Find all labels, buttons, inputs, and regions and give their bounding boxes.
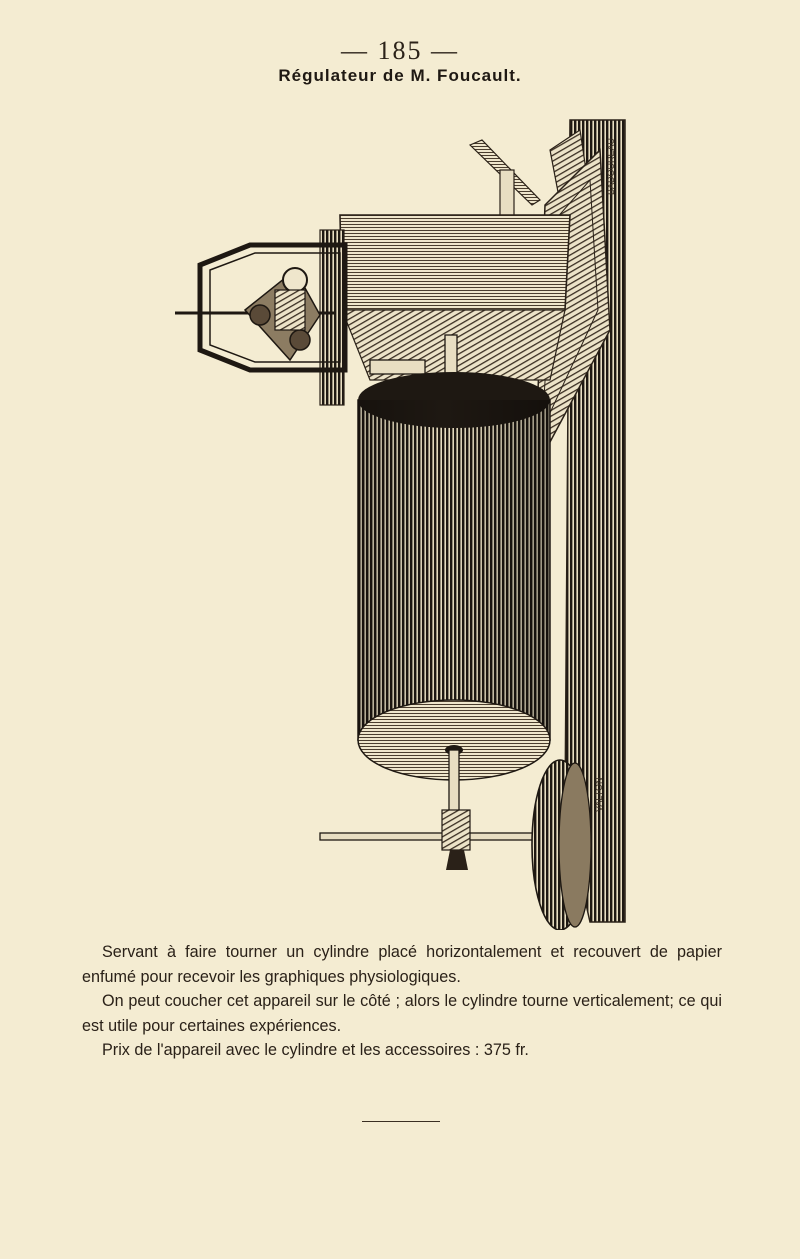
- page-title: Régulateur de M. Foucault.: [278, 66, 522, 85]
- pulley-wheel: [532, 760, 591, 930]
- engraver-signature-top: BADOUREAU: [606, 137, 616, 195]
- regulator-engraving: [170, 110, 640, 930]
- page-number: — 185 —: [341, 36, 459, 65]
- paragraph-price: Prix de l'appareil avec le cylindre et les accessoires : 375 fr.: [102, 1041, 529, 1059]
- paragraph-orientation: On peut coucher cet appareil sur le côté ; alors le cylindre tourne verticalement; ce qui est utile pour certaines expériences.: [82, 992, 722, 1035]
- engraver-signature-bottom: VALTON: [594, 777, 604, 812]
- paragraph-description: Servant à faire tourner un cylindre placé horizontalement et recouvert de papier enfumé pour recevoir les graphiques physiologiques.: [82, 943, 722, 986]
- closing-rule: [362, 1121, 440, 1122]
- recording-cylinder: [358, 372, 550, 780]
- description-text: [82, 940, 722, 1063]
- winding-key: [470, 140, 540, 220]
